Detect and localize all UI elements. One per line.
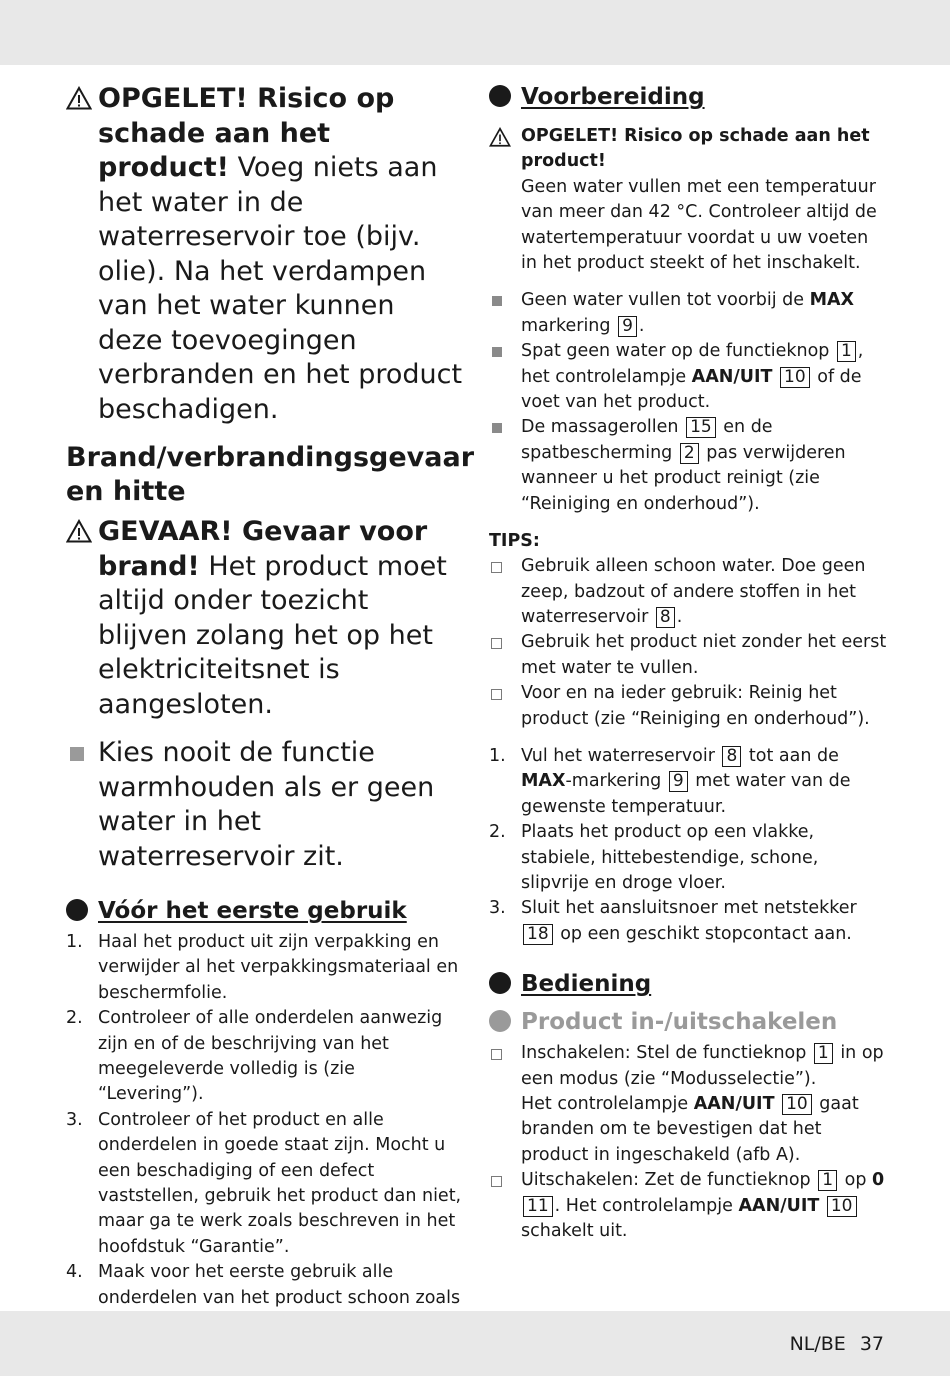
tips-list: [489, 554, 889, 732]
list-item: 2. Plaats het product op een vlakke, stabiele, hittebestendige, schone, slipvrije en droge vloer.: [489, 822, 819, 893]
part-number-box: 11: [523, 1196, 553, 1217]
list-item: Inschakelen: Stel de functieknop 1 in op een modus (zie “Modusselectie”). Het controlelampje AAN/UIT 10 gaat branden om te bevestigen dat het product in ingeschakeld (afb A).: [489, 1041, 889, 1168]
language-code: NL/BE: [789, 1333, 846, 1355]
square-bullet-icon: [492, 423, 502, 433]
checkbox-bullet-icon: [491, 638, 502, 649]
section-dot-icon: [489, 972, 511, 994]
right-column: [489, 82, 889, 1244]
preparation-title: Voorbereiding: [521, 84, 705, 110]
list-item: De massagerollen 15 en de spatbescherming 2 pas verwijderen wanneer u het product reinigt (zie “Reiniging en onderhoud”).: [489, 415, 889, 517]
first-use-title: Vóór het eerste gebruik: [98, 898, 407, 924]
first-use-list: [66, 930, 466, 1362]
square-bullet-icon: [492, 296, 502, 306]
part-number-box: 8: [656, 607, 675, 628]
keep-warm-text: Kies nooit de functie warmhouden als er geen water in het waterreservoir zit.: [98, 737, 435, 872]
switch-on-off-heading: [489, 1007, 889, 1037]
checkbox-bullet-icon: [491, 1049, 502, 1060]
operation-title: Bediening: [521, 971, 652, 998]
part-number-box: 1: [814, 1043, 833, 1064]
part-number-box: 8: [722, 746, 741, 767]
warning-triangle-icon: [66, 86, 92, 110]
part-number-box: 10: [782, 1094, 812, 1115]
fire-warning: [66, 515, 466, 722]
list-item: 4. Maak voor het eerste gebruik alle onderdelen van het product schoon zoals: [66, 1262, 461, 1308]
temperature-warning-text: Geen water vullen met een temperatuur van meer dan 42 °C. Controleer altijd de watertemperatuur voordat u uw voeten in het product steekt of het inschakelt.: [521, 176, 877, 274]
tips-label: TIPS:: [489, 531, 540, 552]
list-item: 3. Sluit het aansluitsnoer met netstekker 18 op een geschikt stopcontact aan.: [489, 898, 857, 944]
checkbox-bullet-icon: [491, 689, 502, 700]
operation-heading: [489, 969, 889, 999]
damage-warning-title: OPGELET! Risico op schade aan het product!: [98, 83, 395, 183]
left-column: [66, 82, 475, 1362]
part-number-box: 9: [669, 771, 688, 792]
warning-triangle-icon: [66, 519, 92, 543]
square-bullet-icon: [492, 347, 502, 357]
part-number-box: 1: [837, 341, 856, 362]
list-item: Gebruik alleen schoon water. Doe geen zeep, badzout of andere stoffen in het waterreservoir 8 .: [489, 554, 889, 630]
preparation-bullets: [489, 288, 889, 517]
fire-warning-title: GEVAAR! Gevaar voor brand!: [98, 516, 428, 582]
square-bullet-icon: [70, 747, 84, 761]
part-number-box: 18: [523, 924, 553, 945]
section-dot-icon: [489, 1010, 511, 1032]
keep-warm-bullet: [66, 736, 466, 874]
list-item: 1. Haal het product uit zijn verpakking en verwijder al het verpakkingsmateriaal en beschermfolie.: [66, 932, 459, 1003]
list-item: Spat geen water op de functieknop 1 , het controlelampje AAN/UIT 10 of de voet van het product.: [489, 339, 889, 415]
preparation-heading: [489, 82, 889, 112]
section-dot-icon: [66, 899, 88, 921]
first-use-heading: [66, 896, 466, 926]
list-item: Uitschakelen: Zet de functieknop 1 op 0 11 . Het controlelampje AAN/UIT 10 schakelt uit.: [489, 1168, 889, 1244]
section-dot-icon: [489, 85, 511, 107]
list-item: 3. Controleer of het product en alle onderdelen in goede staat zijn. Mocht u een beschadiging of een defect vaststellen, gebruik het product dan niet, maar ga te werk zoals beschreven in het hoofdstuk “Garantie”.: [66, 1109, 462, 1257]
temperature-warning: [489, 124, 889, 276]
warning-triangle-icon: [489, 127, 511, 147]
checkbox-bullet-icon: [491, 1176, 502, 1187]
top-band: [0, 0, 950, 65]
fire-warning-text: Het product moet altijd onder toezicht blijven zolang het op het elektriciteitsnet is aangesloten.: [98, 550, 447, 720]
part-number-box: 10: [827, 1196, 857, 1217]
temperature-warning-title: OPGELET! Risico op schade aan het product!: [521, 126, 870, 172]
list-item: Voor en na ieder gebruik: Reinig het product (zie “Reiniging en onderhoud”).: [489, 681, 889, 732]
list-item: Gebruik het product niet zonder het eerst met water te vullen.: [489, 630, 889, 681]
damage-warning-text: Voeg niets aan het water in de waterreservoir toe (bijv. olie). Na het verdampen van het water kunnen deze toevoegingen verbranden en het product beschadigen.: [98, 152, 463, 425]
list-item: 1. Vul het waterreservoir 8 tot aan de MAX-markering 9 met water van de gewenste temperatuur.: [489, 745, 851, 817]
page-footer: [790, 1333, 884, 1355]
part-number-box: 1: [818, 1170, 837, 1191]
part-number-box: 2: [680, 443, 699, 464]
checkbox-bullet-icon: [491, 562, 502, 573]
preparation-steps: [489, 744, 889, 947]
part-number-box: 15: [686, 417, 716, 438]
operation-list: [489, 1041, 889, 1244]
part-number-box: 10: [780, 367, 810, 388]
fire-heading: Brand/verbrandingsgevaar en hitte: [66, 442, 475, 507]
switch-on-off-title: Product in-/uitschakelen: [521, 1009, 838, 1036]
damage-warning: [66, 82, 466, 427]
list-item: Geen water vullen tot voorbij de MAX markering 9 .: [489, 288, 889, 339]
list-item: 2. Controleer of alle onderdelen aanwezig zijn en of de beschrijving van het meegeleverde volledig is (zie “Levering”).: [66, 1008, 443, 1105]
part-number-box: 9: [618, 316, 637, 337]
page-number: 37: [859, 1333, 884, 1355]
